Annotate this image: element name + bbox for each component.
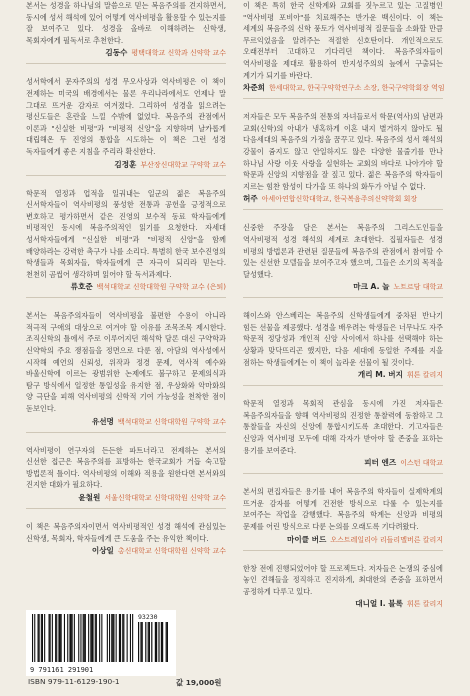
barcode-bar <box>69 614 70 662</box>
endorser-affiliation: 오스트레일리아 리들리멜버른 칼리지 <box>330 535 443 544</box>
barcode-bar <box>42 614 43 662</box>
endorsement <box>243 310 443 398</box>
endorsement <box>243 486 443 562</box>
barcode-bar <box>112 614 113 662</box>
barcode-addon-bar <box>138 622 139 662</box>
barcode-bar <box>50 614 51 662</box>
barcode-bar <box>34 614 35 662</box>
barcode-bar <box>111 614 112 662</box>
barcode-bar <box>122 614 123 662</box>
barcode-bar <box>84 614 85 662</box>
endorsement-text: 이 책은 복음주의자이면서 역사비평적인 성경 해석에 관심있는 신학생, 목회자, 학자들에게 큰 도움을 주는 유익한 책이다. <box>26 522 226 543</box>
endorsement <box>243 111 443 222</box>
barcode-bar <box>123 614 124 662</box>
endorser-name: 류호준 <box>70 282 93 292</box>
endorser-attribution <box>243 194 443 204</box>
barcode-bar <box>67 614 68 662</box>
endorser-attribution <box>26 417 226 427</box>
endorser-affiliation: 부산장신대학교 구약학 교수 <box>140 160 226 169</box>
barcode-addon-bar <box>145 622 146 662</box>
endorser-name: 유선명 <box>91 416 114 426</box>
barcode-bar <box>99 614 100 662</box>
endorser-name: 대니얼 I. 블록 <box>355 599 403 609</box>
barcode-bar <box>39 614 40 662</box>
endorsement <box>243 0 443 111</box>
endorsement <box>26 0 226 76</box>
barcode-addon-bar <box>162 622 163 662</box>
endorser-attribution <box>243 370 443 380</box>
barcode-bar <box>116 614 117 662</box>
endorser-attribution <box>26 160 226 170</box>
barcode-addon: 93230 <box>138 613 158 621</box>
endorser-attribution <box>26 546 226 556</box>
barcode-addon-bar <box>158 622 159 662</box>
barcode-bar <box>90 614 91 662</box>
barcode-bar <box>91 614 92 662</box>
endorser-name: 마이클 버드 <box>287 534 327 544</box>
divider <box>26 297 226 298</box>
endorser-affiliation: 휘튼 칼리지 <box>406 600 443 609</box>
barcode-addon-bar <box>140 622 141 662</box>
barcode-bar <box>61 614 62 662</box>
endorser-name: 김동수 <box>105 48 128 58</box>
barcode-bar <box>119 614 120 662</box>
endorsement <box>243 222 443 310</box>
barcode-bar <box>44 614 45 662</box>
barcode-bar <box>58 614 59 662</box>
endorser-affiliation: 평택대학교 신학과 신약학 교수 <box>131 49 226 58</box>
barcode-addon-bar <box>148 622 149 662</box>
right-column <box>243 0 443 615</box>
barcode-bar <box>64 614 65 662</box>
endorser-affiliation: 백석대학교 신학대학원 구약학 교수 (은퇴) <box>96 283 226 292</box>
endorser-affiliation: 총신대학교 신학대학원 신약학 교수 <box>117 547 226 556</box>
endorsement-text: 본서는 복음주의자들이 역사비평을 불편한 수용이 아니라 적극적 구애의 대상으로 여겨야 할 이유를 조목조목 제시한다. 조직신학의 틀에서 주로 이루어지던 해석학 담론 대신 구약학과 신약학의 주요 쟁점들을 정면으로 다룬 점, 아담의 역사성에서 시작해 예언의 신뢰성, 위작과 정경 문제, 역사적 예수와 바울신학에 이르는 광범위한 논제에도 불구하고 문제의식과 탐구 방식에서 일정한 통일성을 유지한 점, 우상화와 악마화의 양 극단을 피해 역사비평의 신학적 기여 가능성을 천착한 점이 돋보인다. <box>26 311 226 414</box>
endorser-affiliation: 휘튼 칼리지 <box>406 371 443 380</box>
endorsement <box>243 398 443 486</box>
divider <box>243 385 443 386</box>
barcode-bar <box>78 614 79 662</box>
endorser-attribution <box>26 493 226 503</box>
endorser-name: 이상일 <box>91 546 114 556</box>
barcode-bar <box>80 614 81 662</box>
divider <box>26 175 226 176</box>
endorser-affiliation: 이스턴 대학교 <box>400 459 443 468</box>
endorser-affiliation: 백석대학교 신학대학원 구약학 교수 <box>117 417 226 426</box>
endorser-name: 마크 A. 놀 <box>353 282 390 292</box>
barcode-addon-bar <box>155 622 156 662</box>
barcode-bar <box>95 614 96 662</box>
barcode-bar <box>41 614 42 662</box>
endorsement-text: 학문적 열정과 업적을 일궈내는 일군의 젊은 복음주의 신서학자들이 역사비평의 풍성한 전통과 공헌을 긍정적으로 변호하고 평가하면서 같은 진영의 보수적 동료 학자들에게 비평적인 동시에 복음주의적인 읽기를 요청한다. 자세대 성서학자들에게 "신실한 비평"과 "비평적 신앙"을 함께 배양하라는 강력한 촉구가 나를 소리다. 특별히 한국 보수진영의 학생들과 목회자들, 학자들에게 큰 자극이 되리라 믿는다. 천천히 곰씹어 생각하며 읽어야 할 독서과제다. <box>26 188 226 279</box>
barcode-bar <box>49 614 50 662</box>
barcode-addon-bar <box>151 622 152 662</box>
endorser-affiliation: 아세아연합신학대학교, 한국복음주의신약학회 회장 <box>261 195 418 204</box>
endorser-name: 개리 M. 버지 <box>357 370 403 380</box>
barcode-graphic <box>26 610 176 676</box>
barcode-bar <box>72 614 73 662</box>
isbn-text: ISBN 979-11-6129-190-1 <box>28 677 120 686</box>
barcode-bar <box>130 614 131 662</box>
endorser-affiliation: 노트르담 대학교 <box>393 283 443 292</box>
barcode-bar <box>109 614 110 662</box>
barcode-bar <box>56 614 57 662</box>
barcode-bar <box>55 614 56 662</box>
endorsement <box>26 445 226 521</box>
endorsement <box>26 521 226 562</box>
barcode-addon-bar <box>149 622 150 662</box>
endorser-attribution <box>243 458 443 468</box>
divider <box>243 98 443 99</box>
barcode-bar <box>52 614 53 662</box>
barcode-bar <box>93 614 94 662</box>
barcode-bar <box>120 614 121 662</box>
barcode-bar <box>74 614 75 662</box>
price-text: 값 19,000원 <box>176 678 222 687</box>
barcode-addon-bar <box>161 622 162 662</box>
endorsement <box>243 563 443 616</box>
barcode-bar <box>38 614 39 662</box>
endorsement <box>26 76 226 187</box>
barcode-bar <box>132 614 133 662</box>
endorsement-text: 해이스와 안스베리는 복음주의 신학생들에게 중차된 반나기 힘든 선물을 제공했다. 성경을 배우려는 학생들은 너무나도 자주 학문적 정당성과 개인적 신앙 사이에서 하나를 선택해야 하는 상황과 맞닥뜨리곤 했지만, 다음 세대에 동일한 주제를 지을 점하는 학생들에게는 이 책이 놀라운 선물이 될 것이다. <box>243 311 443 367</box>
divider <box>243 209 443 210</box>
endorsement-text: 학문적 열정과 목회적 관심을 동시에 가진 저자들은 복음주의자들을 향해 역사비평의 진정한 통찰력에 동참하고 그 통찰들을 자신의 신앙에 통합시키도록 초대한다. 기고자들은 신앙과 역사비평 모두에 대해 각자가 받아야 할 존중을 표하는 용기를 보여준다. <box>243 399 443 455</box>
endorsement-text: 이 책은 특히 한국 신학계와 교회를 짓누르고 있는 고질병인 "역사비평 포비아"를 치료해주는 반가운 백신이다. 이 책는 세계의 복음주의 신학 풍토가 역사비평적 질문들을 소화할 만큼 무르익었음을 알려주는 적절한 신호탄이다. 개인적으로도 오래전부터 고대하고 기다리던 책이다. 복음주의자들이 역사비평을 제대로 활용하여 반지성주의의 늪에서 구출되는 계기가 되기를 바란다. <box>243 1 443 80</box>
barcode-bar <box>127 614 128 662</box>
barcode-bar <box>71 614 72 662</box>
endorser-affiliation: 한세대학교, 한국구약학연구소 소장, 한국구약학회장 역임 <box>269 84 445 93</box>
endorser-name: 허주 <box>243 194 258 204</box>
divider <box>243 473 443 474</box>
barcode-bar <box>32 614 33 662</box>
endorsement-text: 역사비평이 연구자의 든든한 파트너라고 전제하는 본서의 신선한 접근은 복음주의를 표방하는 한국교회가 거듭 숙고할 방법론적 틀이다. 역사비평의 이해와 적용을 원한다면 본서와의 진지한 대화가 필요하다. <box>26 445 226 490</box>
barcode-bar <box>107 614 108 662</box>
endorsement <box>26 310 226 444</box>
divider <box>243 297 443 298</box>
endorser-name: 차준희 <box>243 83 266 93</box>
barcode-bar <box>60 614 61 662</box>
divider <box>26 508 226 509</box>
endorser-attribution <box>243 535 443 545</box>
endorser-attribution <box>26 48 226 58</box>
barcode-addon-bar <box>142 622 143 662</box>
divider <box>243 550 443 551</box>
endorser-name: 윤철원 <box>78 493 101 502</box>
endorsement-text: 저자들은 모두 복음주의 전통의 자녀들로서 학문(역사)의 남편과 교회(신학)의 아내가 냉혹하게 이혼 내지 별거하지 않아도 될 다음세대의 복음주의 가정을 꿈꾸고 있다. 복음주의 성서 해석의 강물이 쥼지도 않고 안일하지도 않은 다양한 물줄기를 만나 하나님 사랑 이웃 사랑을 실현하는 교회의 바다로 나아가야 할 학문과 신앙의 지향점을 잘 짚고 있다. 젊은 복음주의 학자들이 지르는 힘찬 함성이 다가을 또 하나의 화두가 아닐 수 없다. <box>243 112 443 191</box>
barcode-addon-bar <box>167 622 168 662</box>
left-column <box>26 0 226 562</box>
endorsement-text: 본서는 성경을 하나님의 말씀으로 믿는 복음주의를 견지하면서, 동시에 성서 해석에 있어 어떻게 역사비평을 활용할 수 있는지를 잘 보여주고 있다. 성경을 올바로 이해하려는 신학생, 목회자에게 필독서로 추천한다. <box>26 1 226 45</box>
endorser-attribution <box>243 282 443 292</box>
endorsement-text: 성서학에서 문자주의의 성경 무오사상과 역사비평은 이 책이 전제하는 미국의 배경에서는 물론 우리나라에서도 언제나 말 그대로 뜨거운 감자로 여겨졌다. 그리하여 성경을 읽으려는 평신도들은 혼란을 느낄 수밖에 없었다. 복음주의 관점에서 이론과 "신실한 비평"과 "비평적 신앙"을 지향하며 날카롭게 대립해온 두 진영의 통합을 시도하는 이 책은 그런 성경 독자들에게 좋은 지침을 주리라 확신한다. <box>26 77 226 156</box>
divider <box>26 63 226 64</box>
barcode-addon-bar <box>166 622 167 662</box>
endorser-name: 김정훈 <box>114 159 137 169</box>
barcode-bar <box>113 614 114 662</box>
barcode-bar <box>83 614 84 662</box>
endorser-affiliation: 서울신학대학교 신학대학원 신약학 교수 <box>104 494 226 502</box>
endorser-attribution <box>243 599 443 609</box>
endorsement-text: 신중한 주장을 담은 본서는 복음주의 그리스도인들을 역사비평적 성경 해석의 세계로 초대한다. 집필자들은 성경 비평의 방법론과 관련된 질문들에 복음주의 관점에서 참여할 수 있는 신선한 모델들을 보여주고자 했으며, 그들은 소기의 목적을 달성했다. <box>243 223 443 279</box>
endorsement-text: 본서의 편집자들은 용기를 내어 복음주의 학자들이 실제학계의 뜨거운 감자를 어떻게 건전한 방식으로 다룰 수 있는지를 보여주는 작업을 감행했다. 복음주의 학계는 신앙과 비평의 문제를 어린 방식으로 다룬 논의를 오래도록 기다려왔다. <box>243 487 443 531</box>
barcode-addon-bar <box>156 622 157 662</box>
endorser-attribution <box>243 83 443 93</box>
endorsement-text: 한창 전에 진행되었어야 할 프로젝트다. 저자들은 논쟁의 중심에 놓인 견해들을 정직하고 진지하게, 최대한의 존중을 표하면서 공정하게 다루고 있다. <box>243 563 443 596</box>
barcode-bar <box>96 614 97 662</box>
endorser-attribution <box>26 282 226 292</box>
barcode-bar <box>85 614 86 662</box>
barcode-number: 9 791161 291901 <box>30 666 94 674</box>
barcode-bar <box>101 614 102 662</box>
barcode <box>26 610 176 676</box>
endorsement <box>26 188 226 311</box>
divider <box>26 432 226 433</box>
barcode-bar <box>88 614 89 662</box>
endorser-name: 피터 엔즈 <box>364 458 397 468</box>
